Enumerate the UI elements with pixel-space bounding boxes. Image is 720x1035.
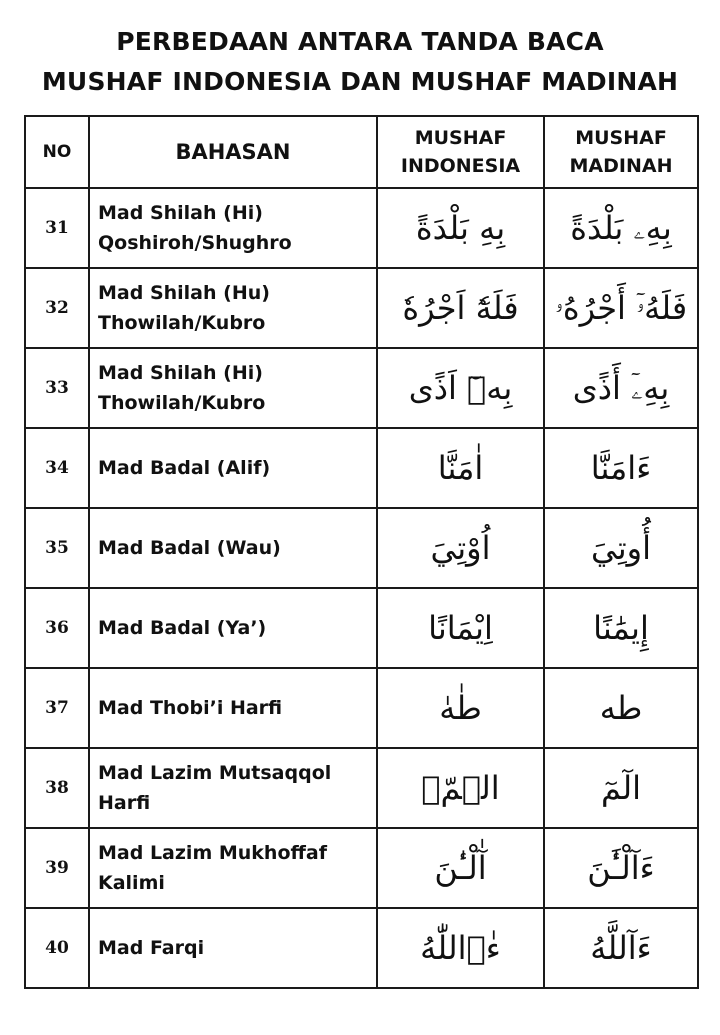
row-term-line2: Thowilah/Kubro (98, 392, 266, 414)
row-term (89, 748, 377, 828)
row-term-line1: Mad Badal (Wau) (98, 537, 281, 559)
table-row (25, 828, 698, 908)
table-header-row (25, 116, 698, 188)
row-term-line1: Mad Shilah (Hu) (98, 282, 270, 304)
row-madinah-script: أُوتِيَ (544, 508, 698, 588)
row-term-line2: Thowilah/Kubro (98, 312, 266, 334)
header-mushaf-madinah (544, 116, 698, 188)
row-term-line1: Mad Shilah (Hi) (98, 202, 263, 224)
row-indonesia-script: اِيْمَانًا (377, 588, 544, 668)
row-madinah-script: طه (544, 668, 698, 748)
table-row (25, 188, 698, 268)
header-indonesia-line1: MUSHAF (414, 127, 507, 149)
row-term-line1: Mad Shilah (Hi) (98, 362, 263, 384)
row-madinah-script: إِيمَٰنًا (544, 588, 698, 668)
row-term (89, 508, 377, 588)
row-number: 38 (25, 748, 89, 828)
header-madinah-line1: MUSHAF (575, 127, 667, 149)
row-madinah-script: بِهِۦٓ أَذًى (544, 348, 698, 428)
row-madinah-script: الٓمٓ (544, 748, 698, 828)
title-line-2: MUSHAF INDONESIA DAN MUSHAF MADINAH (41, 67, 679, 96)
row-madinah-script: فَلَهُۥٓ أَجْرُهُۥ (544, 268, 698, 348)
row-term (89, 828, 377, 908)
header-bahasan: BAHASAN (89, 116, 377, 188)
row-number: 33 (25, 348, 89, 428)
row-term-line1: Mad Lazim Mutsaqqol (98, 762, 332, 784)
row-number: 40 (25, 908, 89, 988)
row-indonesia-script: فَلَهٗٓ اَجْرُهٗ (377, 268, 544, 348)
page-title (0, 22, 720, 102)
row-madinah-script: بِهِۦ بَلْدَةً (544, 188, 698, 268)
row-number: 32 (25, 268, 89, 348)
title-line-1: PERBEDAAN ANTARA TANDA BACA (116, 27, 604, 56)
row-number: 36 (25, 588, 89, 668)
row-indonesia-script: ءٰۤاللّٰهُ (377, 908, 544, 988)
header-indonesia-line2: INDONESIA (400, 155, 521, 177)
table-row (25, 908, 698, 988)
row-madinah-script: ءَآلْـَٰٔنَ (544, 828, 698, 908)
row-number: 39 (25, 828, 89, 908)
row-term-line1: Mad Badal (Alif) (98, 457, 271, 479)
table-row (25, 348, 698, 428)
row-indonesia-script: بِهِ بَلْدَةً (377, 188, 544, 268)
row-term-line1: Mad Badal (Ya’) (98, 617, 267, 639)
row-term (89, 668, 377, 748)
row-number: 34 (25, 428, 89, 508)
table-row (25, 748, 698, 828)
table-row (25, 268, 698, 348)
comparison-table (24, 115, 699, 989)
row-indonesia-script: طٰهٰ (377, 668, 544, 748)
row-term (89, 268, 377, 348)
row-number: 37 (25, 668, 89, 748)
row-number: 35 (25, 508, 89, 588)
table-row (25, 588, 698, 668)
row-number: 31 (25, 188, 89, 268)
row-term-line2: Qoshiroh/Shughro (98, 232, 292, 254)
row-term (89, 348, 377, 428)
row-indonesia-script: الۤمّۤ (377, 748, 544, 828)
row-madinah-script: ءَآللَّهُ (544, 908, 698, 988)
row-indonesia-script: آٰلْـٰٔنَ (377, 828, 544, 908)
row-indonesia-script: اٰمَنَّا (377, 428, 544, 508)
header-mushaf-indonesia (377, 116, 544, 188)
header-madinah-line2: MADINAH (569, 155, 673, 177)
header-no: NO (25, 116, 89, 188)
table-row (25, 428, 698, 508)
table-row (25, 668, 698, 748)
row-term-line1: Mad Thobi’i Harfi (98, 697, 283, 719)
table-row (25, 508, 698, 588)
row-indonesia-script: بِهٖٓ اَذًى (377, 348, 544, 428)
row-term (89, 428, 377, 508)
row-madinah-script: ءَامَنَّا (544, 428, 698, 508)
row-term (89, 908, 377, 988)
row-term-line2: Kalimi (98, 872, 165, 894)
row-term-line1: Mad Farqi (98, 937, 205, 959)
row-term-line1: Mad Lazim Mukhoffaf (98, 842, 327, 864)
row-term (89, 588, 377, 668)
row-term (89, 188, 377, 268)
row-term-line2: Harfi (98, 792, 151, 814)
row-indonesia-script: اُوْتِيَ (377, 508, 544, 588)
